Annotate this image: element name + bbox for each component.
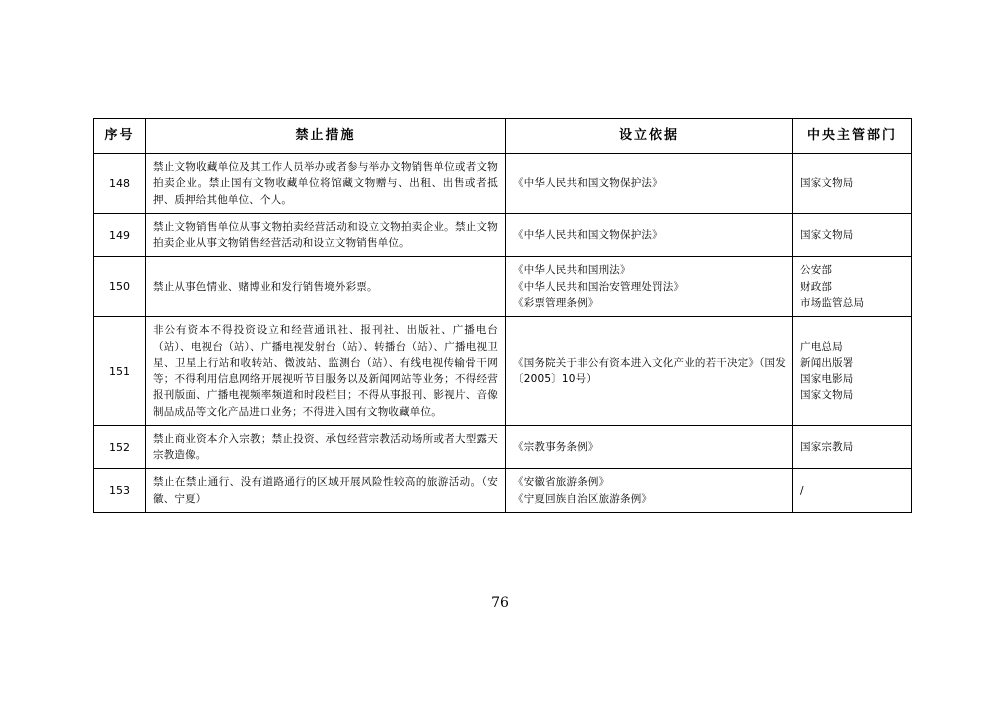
row-number: 149 [94, 213, 146, 257]
basis-line: 《宁夏回族自治区旅游条例》 [513, 492, 653, 505]
department-line: 新闻出版署 [800, 356, 854, 369]
row-basis [506, 257, 793, 317]
department-line: 国家电影局 [800, 373, 854, 386]
row-department [793, 425, 912, 469]
row-department [793, 317, 912, 426]
row-number: 148 [94, 154, 146, 214]
table-row [94, 469, 912, 513]
row-measure: 禁止商业资本介入宗教；禁止投资、承包经营宗教活动场所或者大型露天宗教造像。 [146, 425, 506, 469]
basis-line: 〔2005〕10号） [513, 373, 598, 386]
row-department [793, 154, 912, 214]
row-basis [506, 154, 793, 214]
table-row [94, 213, 912, 257]
row-number: 150 [94, 257, 146, 317]
column-header-department: 中央主管部门 [793, 119, 912, 154]
basis-line: 《宗教事务条例》 [513, 440, 599, 453]
row-department [793, 469, 912, 513]
row-basis [506, 317, 793, 426]
department-line: 国家文物局 [800, 177, 854, 190]
table-body [94, 154, 912, 513]
row-number: 151 [94, 317, 146, 426]
department-line: 广电总局 [800, 340, 843, 353]
basis-line: 《中华人民共和国文物保护法》 [513, 177, 663, 190]
row-number: 153 [94, 469, 146, 513]
prohibition-measures-table [93, 118, 912, 513]
department-line: / [800, 484, 804, 497]
department-line: 公安部 [800, 264, 833, 277]
row-basis [506, 213, 793, 257]
basis-line: 《中华人民共和国治安管理处罚法》 [513, 280, 685, 293]
department-line: 财政部 [800, 280, 833, 293]
row-basis [506, 425, 793, 469]
row-number: 152 [94, 425, 146, 469]
table-header [94, 119, 912, 154]
row-department [793, 213, 912, 257]
table-row [94, 317, 912, 426]
column-header-basis: 设立依据 [506, 119, 793, 154]
row-measure: 禁止从事色情业、赌博业和发行销售境外彩票。 [146, 257, 506, 317]
department-line: 国家文物局 [800, 229, 854, 242]
department-line: 市场监管总局 [800, 297, 865, 309]
basis-line: 《彩票管理条例》 [513, 297, 599, 309]
department-line: 国家宗教局 [800, 440, 854, 453]
table-row [94, 257, 912, 317]
column-header-number: 序号 [94, 119, 146, 154]
row-measure: 禁止文物销售单位从事文物拍卖经营活动和设立文物拍卖企业。禁止文物拍卖企业从事文物销售经营活动和设立文物销售单位。 [146, 213, 506, 257]
column-header-measure: 禁止措施 [146, 119, 506, 154]
row-measure: 禁止文物收藏单位及其工作人员举办或者参与举办文物销售单位或者文物拍卖企业。禁止国有文物收藏单位将馆藏文物赠与、出租、出售或者抵押、质押给其他单位、个人。 [146, 154, 506, 214]
row-department [793, 257, 912, 317]
department-line: 国家文物局 [800, 389, 854, 402]
table-header-row [94, 119, 912, 154]
table-row [94, 425, 912, 469]
basis-line: 《中华人民共和国文物保护法》 [513, 229, 663, 242]
page-number: 76 [491, 595, 509, 611]
table-row [94, 154, 912, 214]
basis-line: 《安徽省旅游条例》 [513, 476, 610, 489]
row-measure: 禁止在禁止通行、没有道路通行的区域开展风险性较高的旅游活动。（安徽、宁夏） [146, 469, 506, 513]
row-measure: 非公有资本不得投资设立和经营通讯社、报刊社、出版社、广播电台（站）、电视台（站）、广播电视发射台（站）、转播台（站）、广播电视卫星、卫星上行站和收转站、微波站、监测台（站）、有线电视传输骨干网等；不得利用信息网络开展视听节目服务以及新闻网站等业务；不得经营报刊版面、广播电视频率频道和时段栏目；不得从事报刊、影视片、音像制品成品等文化产品进口业务；不得进入国有文物收藏单位。 [146, 317, 506, 426]
basis-line: 《国务院关于非公有资本进入文化产业的若干决定》（国发 [513, 356, 786, 369]
basis-line: 《中华人民共和国刑法》 [513, 264, 631, 277]
row-basis [506, 469, 793, 513]
